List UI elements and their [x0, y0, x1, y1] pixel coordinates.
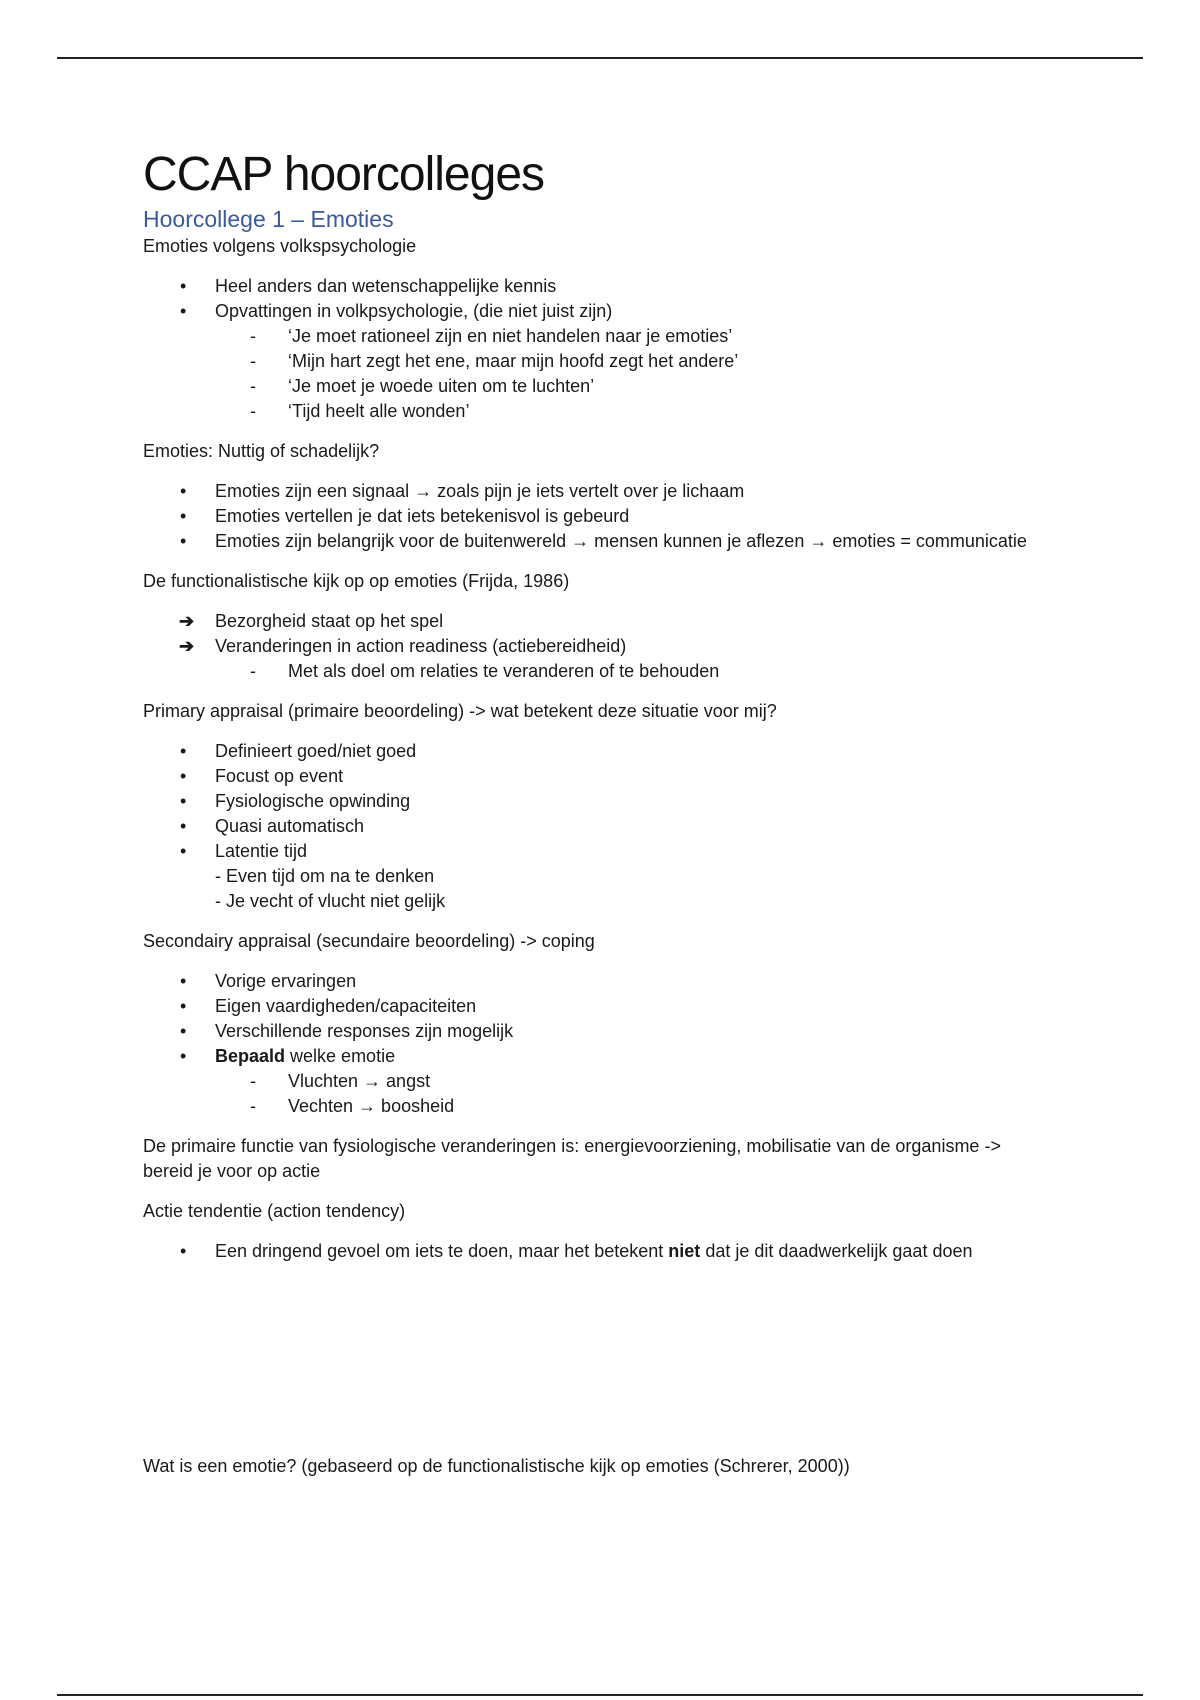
list-item: • Fysiologische opwinding [180, 791, 411, 811]
bullet-list [143, 479, 1043, 554]
arrow-marker: ➔ [179, 611, 195, 631]
section-heading: Emoties: Nuttig of schadelijk? [143, 441, 380, 461]
list-item: • Latentie tijd - Even tijd om na te denken - Je vecht of vlucht niet gelijk [143, 839, 1043, 914]
sub-list-item: - Vechten → boosheid [250, 1096, 455, 1116]
arrow-marker: ➔ [179, 636, 195, 656]
sub-list-item: - ‘Tijd heelt alle wonden’ [250, 401, 470, 421]
list-item: ➔ Bezorgheid staat op het spel [143, 609, 1043, 634]
arrow-list [143, 609, 1043, 684]
list-item: • Een dringend gevoel om iets te doen, maar het betekent niet dat je dit daadwerkelijk gaat doen [180, 1241, 973, 1261]
list-item: • Emoties vertellen je dat iets betekenisvol is gebeurd [180, 506, 630, 526]
sub-list [215, 1069, 1043, 1119]
list-item: • Emoties zijn een signaal → zoals pijn je iets vertelt over je lichaam [180, 481, 745, 501]
list-item: • Emoties zijn belangrijk voor de buitenwereld → mensen kunnen je aflezen → emoties = communicatie [180, 531, 1027, 551]
lecture-heading: Hoorcollege 1 – Emoties [143, 206, 394, 232]
document-body [143, 146, 1043, 1479]
bottom-rule [57, 1694, 1143, 1696]
sub-list-item: - Je vecht of vlucht niet gelijk [215, 891, 446, 911]
list-item: • Vorige ervaringen [180, 971, 357, 991]
list-item: • Quasi automatisch [180, 816, 365, 836]
question-heading: Wat is een emotie? (gebaseerd op de functionalistische kijk op emoties (Schrerer, 2000)) [143, 1456, 850, 1476]
list-item: • Bepaald welke emotie - Vluchten → angst - Vechten → boosheid [143, 1044, 1043, 1119]
bullet-list [143, 969, 1043, 1119]
sub-list-item: - Even tijd om na te denken [215, 866, 435, 886]
bullet-marker: • [180, 276, 187, 296]
section-heading: Emoties volgens volkspsychologie [143, 236, 417, 256]
section-heading: Secondairy appraisal (secundaire beoordeling) -> coping [143, 931, 595, 951]
sub-list-item: - ‘Je moet je woede uiten om te luchten’ [250, 376, 595, 396]
bullet-list [143, 1239, 1043, 1264]
bullet-marker: • [180, 301, 187, 321]
bullet-list [143, 274, 1043, 424]
section-heading: Primary appraisal (primaire beoordeling) -> wat betekent deze situatie voor mij? [143, 701, 777, 721]
sub-list [215, 659, 1043, 684]
section-heading: De functionalistische kijk op op emoties (Frijda, 1986) [143, 571, 570, 591]
sub-list-item: - ‘Mijn hart zegt het ene, maar mijn hoofd zegt het andere’ [250, 351, 739, 371]
list-item: • Heel anders dan wetenschappelijke kennis [143, 274, 1043, 299]
paragraph: De primaire functie van fysiologische veranderingen is: energievoorziening, mobilisatie van de organisme -> bereid je voor op actie [143, 1136, 1001, 1181]
page-title: CCAP hoorcolleges [143, 148, 545, 201]
list-item: • Definieert goed/niet goed [180, 741, 417, 761]
bullet-list [143, 739, 1043, 914]
list-item: • Opvattingen in volkpsychologie, (die niet juist zijn) - ‘Je moet rationeel zijn en niet handelen naar je emoties’ - ‘Mijn hart zegt het ene, maar mijn hoofd zegt het andere’ - ‘Je moet je woede uiten om te luchten’ - ‘Tijd heelt alle wonden’ [143, 299, 1043, 424]
top-rule [57, 57, 1143, 59]
sub-list-item: - ‘Je moet rationeel zijn en niet handelen naar je emoties’ [250, 326, 733, 346]
section-heading: Actie tendentie (action tendency) [143, 1201, 406, 1221]
list-item: • Focust op event [180, 766, 344, 786]
list-item: • Verschillende responses zijn mogelijk [180, 1021, 514, 1041]
bold-text: niet [668, 1241, 701, 1261]
list-item: • Eigen vaardigheden/capaciteiten [180, 996, 477, 1016]
list-item: ➔ Veranderingen in action readiness (actiebereidheid) - Met als doel om relaties te veranderen of te behouden [143, 634, 1043, 684]
sub-list-item: - Met als doel om relaties te veranderen of te behouden [250, 661, 720, 681]
sub-list-item: - Vluchten → angst [250, 1071, 431, 1091]
sub-list [215, 324, 1043, 424]
bold-text: Bepaald [215, 1046, 286, 1066]
sub-list [215, 864, 1043, 914]
